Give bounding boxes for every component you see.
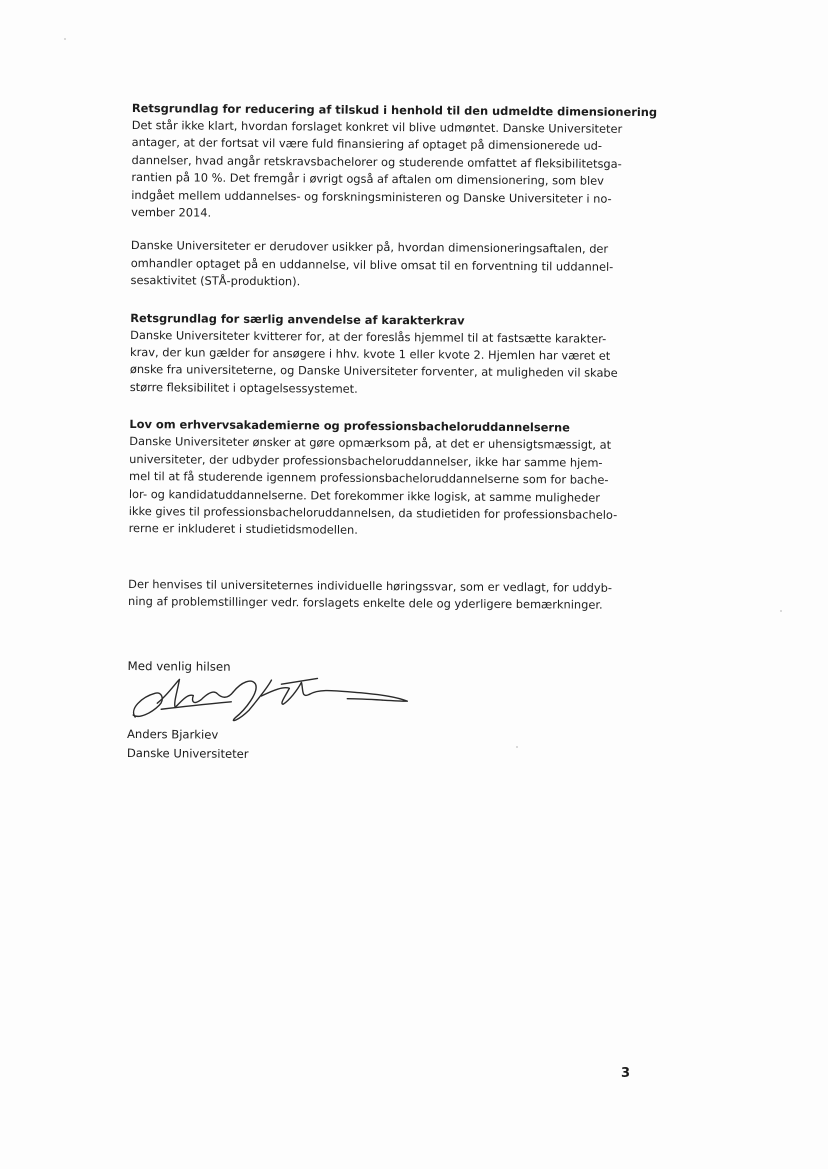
text-line: vember 2014. [131, 205, 212, 220]
paragraph [129, 433, 650, 542]
text-line: større fleksibilitet i optagelsessystemet. [129, 379, 358, 396]
section-heading: Lov om erhvervsakademierne og professionsbacheloruddannelserne [129, 417, 570, 435]
paragraph [131, 117, 652, 226]
signer-organization: Danske Universiteter [126, 745, 249, 761]
signer-name: Anders Bjarkiev [126, 726, 219, 742]
text-line: Det står ikke klart, hvordan forslaget konkret vil blive udmøntet. Danske Universiteter [131, 117, 623, 136]
section-karakterkrav [130, 310, 651, 401]
section-heading: Retsgrundlag for reducering af tilskud i henhold til den udmeldte dimensionering [131, 100, 658, 120]
paragraph [131, 237, 651, 293]
closing-paragraph [128, 576, 648, 615]
text-line: dannelser, hvad angår retskravsbachelorer og studerende omfattet af fleksibilitetsga- [131, 152, 622, 171]
handwritten-signature [121, 668, 421, 730]
text-line: Danske Universiteter kvitterer for, at der foreslås hjemmel til at fastsætte karakter- [130, 327, 607, 346]
scan-speck [780, 610, 782, 612]
scan-speck [64, 38, 66, 40]
text-line: rerne er inkluderet i studietidsmodellen. [128, 521, 358, 538]
greeting: Med venlig hilsen [127, 658, 231, 674]
text-line: omhandler optaget på en uddannelse, vil blive omsat til en forventning til uddannel- [130, 255, 614, 274]
text-line: antager, at der fortsat vil være fuld finansiering af optaget på dimensionerede ud- [131, 135, 603, 154]
text-line: krav, der kun gælder for ansøgere i hhv. kvote 1 eller kvote 2. Hjemlen har været et [129, 345, 611, 363]
section-erhvervsakademierne [129, 416, 650, 542]
paragraph [130, 327, 651, 401]
text-line: Danske Universiteter ønsker at gøre opmærksom på, at det er uhensigtsmæssigt, at [129, 434, 612, 453]
text-line: sesaktivitet (STÅ-produktion). [130, 273, 301, 289]
section-dimensionering [130, 100, 658, 294]
text-line: Danske Universiteter er derudover usikker på, hvordan dimensioneringsaftalen, der [130, 238, 609, 257]
text-line: ønske fra universiteterne, og Danske Universiteter forventer, at muligheden vil skabe [129, 362, 618, 381]
text-line: ikke gives til professionsbacheloruddannelsen, da studietiden for professionsbachelo- [128, 503, 618, 522]
text-line: universiteter, der udbyder professionsbacheloruddannelser, ikke har samme hjem- [129, 451, 603, 470]
text-line: rantien på 10 %. Det fremgår i øvrigt også af aftalen om dimensionering, som blev [131, 170, 604, 188]
letter-body [126, 100, 658, 767]
section-heading: Retsgrundlag for særlig anvendelse af karakterkrav [130, 310, 465, 328]
sign-off [127, 657, 648, 767]
text-line: lor- og kandidatuddannelserne. Det forekommer ikke logisk, at samme muligheder [128, 486, 601, 505]
text-line: ning af problemstillinger vedr. forslagets enkelte dele og yderligere bemærkninger. [128, 594, 603, 612]
text-line: indgået mellem uddannelses- og forskningsministeren og Danske Universiteter i no- [131, 187, 612, 206]
page-number: 3 [621, 1066, 631, 1081]
text-line: Der henvises til universiteternes individuelle høringssvar, som er vedlagt, for uddyb- [128, 576, 613, 595]
text-line: mel til at få studerende igennem professionsbacheloruddannelserne som for bache- [128, 469, 609, 487]
